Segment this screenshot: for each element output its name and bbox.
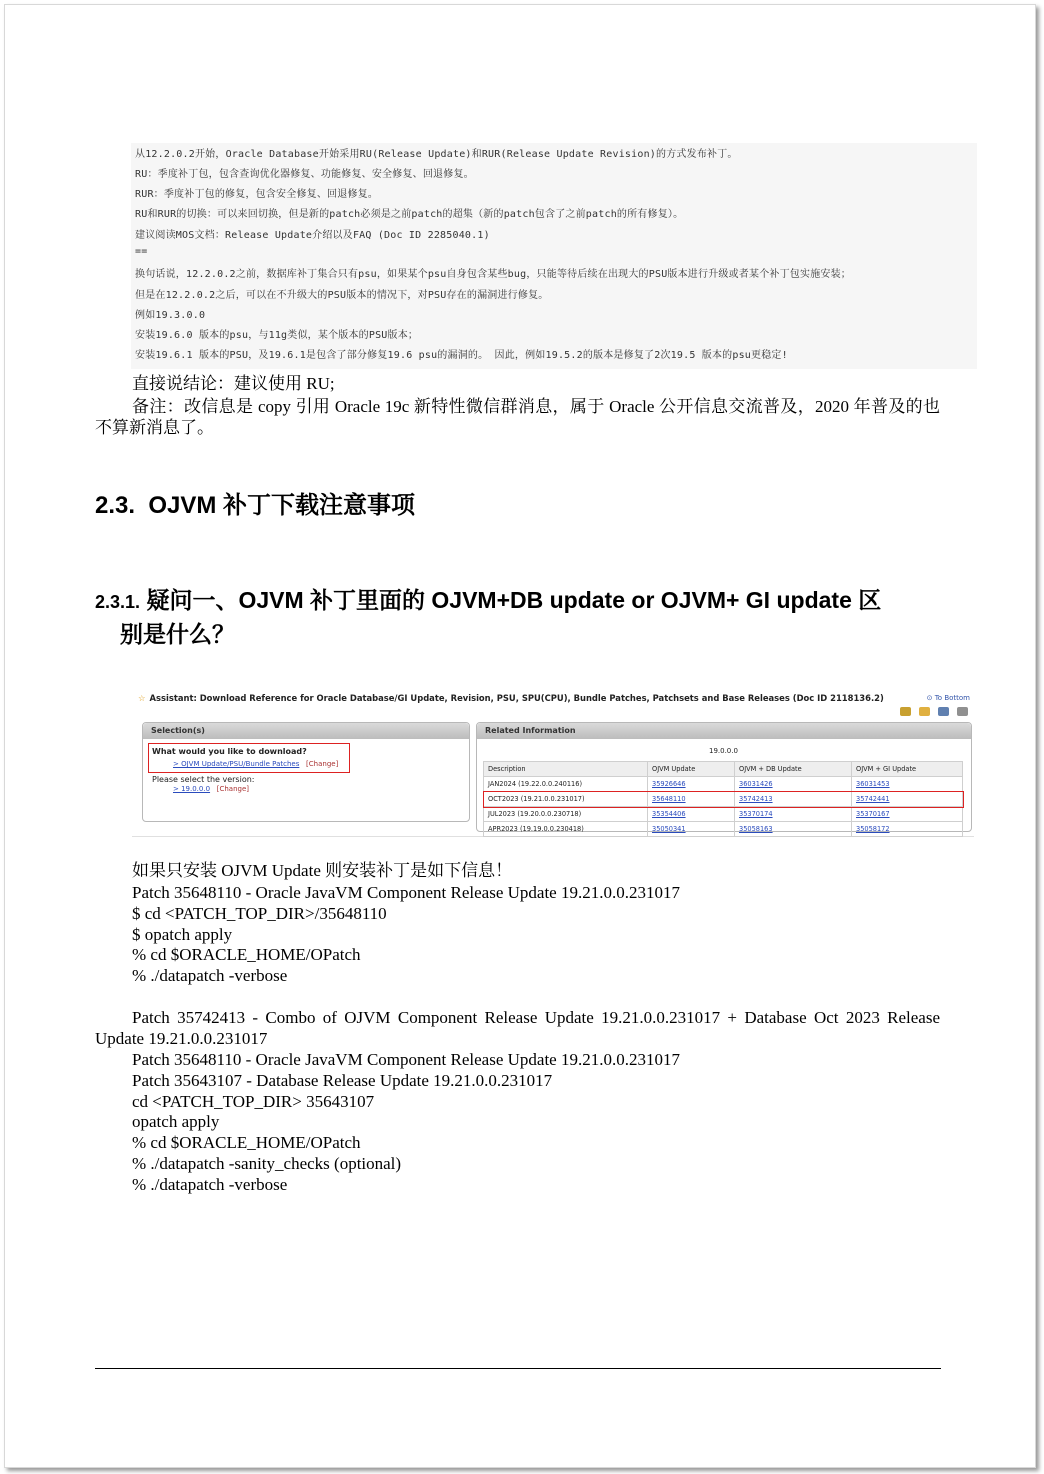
code-line: 安装19.6.1 版本的PSU，及19.6.1是包含了部分修复19.6 psu的漏洞的。 因此，例如19.5.2的版本是修复了2次19.5 版本的psu更稳定! — [135, 350, 788, 361]
subsection-title-line2: 别是什么？ — [120, 621, 235, 647]
block2-line: Patch 35643107 - Database Release Update 19.21.0.0.231017 — [132, 1071, 553, 1090]
block1-line: $ opatch apply — [132, 925, 233, 944]
block2-line: % ./datapatch -verbose — [132, 1175, 288, 1194]
mos-screenshot — [132, 688, 974, 837]
toolbar-icons — [900, 707, 968, 716]
footer-rule — [95, 1368, 941, 1369]
paragraph-note: 备注：改信息是 copy 引用 Oracle 19c 新特性微信群消息，属于 Oracle 公开信息交流普及，2020 年普及的也不算新消息了。 — [95, 397, 940, 437]
selection-header: Selection(s) — [143, 723, 469, 739]
code-line: RU：季度补丁包，包含查询优化器修复、功能修复、安全修复、回退修复。 — [135, 169, 474, 180]
paragraph-conclusion: 直接说结论：建议使用 RU; — [132, 374, 335, 393]
to-bottom-link[interactable]: ⊙ To Bottom — [926, 694, 970, 702]
change-link[interactable]: [Change] — [306, 760, 339, 768]
section-heading — [95, 485, 415, 520]
block1-line: $ cd <PATCH_TOP_DIR>/35648110 — [132, 904, 387, 923]
version-prompt: Please select the version: — [152, 775, 255, 784]
download-question: What would you like to download? — [152, 747, 307, 756]
col-ojvm-db-update: OJVM + DB Update — [735, 762, 852, 777]
related-header: Related Information — [477, 723, 971, 739]
change-version-link[interactable]: [Change] — [216, 785, 249, 793]
col-ojvm-update: OJVM Update — [648, 762, 735, 777]
block1-line: % ./datapatch -verbose — [132, 966, 288, 985]
table-row: JUL2023 (19.20.0.0.230718) 35354406 35370174 35370167 — [484, 807, 963, 822]
subsection-heading — [95, 584, 945, 650]
ojvm-choice-link[interactable]: > OJVM Update/PSU/Bundle Patches — [173, 760, 300, 768]
block2-first: Patch 35742413 - Combo of OJVM Component Release Update 19.21.0.0.231017 + Database Oct 2023 Release Update 19.21.0.0.231017 — [95, 1008, 940, 1048]
section-number: 2.3. — [95, 492, 136, 519]
star-icon: ☆ — [138, 693, 146, 703]
code-line: 例如19.3.0.0 — [135, 310, 206, 321]
code-line: RUR：季度补丁包的修复，包含安全修复、回退修复。 — [135, 189, 379, 200]
block1-line: 如果只安装 OJVM Update 则安装补丁是如下信息！ — [132, 861, 513, 880]
code-line: == — [135, 246, 148, 257]
code-line: 从12.2.0.2开始，Oracle Database开始采用RU(Release Update)和RUR(Release Update Revision)的方式发布补丁。 — [135, 149, 738, 160]
email-icon[interactable] — [919, 707, 930, 716]
block2-line: % ./datapatch -sanity_checks (optional) — [132, 1154, 402, 1173]
code-line: 安装19.6.0 版本的psu，与11g类似，某个版本的PSU版本； — [135, 330, 419, 341]
code-line: 建议阅读MOS文档：Release Update介绍以及FAQ (Doc ID 2285040.1) — [135, 230, 490, 241]
section-title: OJVM 补丁下载注意事项 — [148, 492, 416, 519]
block2-line: opatch apply — [132, 1112, 220, 1131]
block2-line: % cd $ORACLE_HOME/OPatch — [132, 1133, 361, 1152]
print-icon[interactable] — [957, 707, 968, 716]
subsection-number: 2.3.1. — [95, 592, 141, 612]
code-line: 但是在12.2.0.2之后，可以在不升级大的PSU版本的情况下，对PSU存在的漏洞进行修复。 — [135, 290, 549, 301]
block1-line: Patch 35648110 - Oracle JavaVM Component Release Update 19.21.0.0.231017 — [132, 883, 680, 902]
mos-title: ☆ Assistant: Download Reference for Oracle Database/GI Update, Revision, PSU, SPU(CPU), Bundle Patches, Patchsets and Base Releases (Doc ID 2118136.2) — [138, 693, 884, 703]
block2-line: cd <PATCH_TOP_DIR> 35643107 — [132, 1092, 375, 1111]
version-link[interactable]: > 19.0.0.0 — [173, 785, 211, 793]
code-line: 换句话说，12.2.0.2之前，数据库补丁集合只有psu，如果某个psu自身包含某些bug，只能等待后续在出现大的PSU版本进行升级或者某个补丁包实施安装； — [135, 269, 852, 280]
block2-line: Patch 35648110 - Oracle JavaVM Component Release Update 19.21.0.0.231017 — [132, 1050, 680, 1069]
edit-icon[interactable] — [938, 707, 949, 716]
code-image-block — [131, 143, 977, 369]
version-group-label: 19.0.0.0 — [709, 747, 738, 755]
col-ojvm-gi-update: OJVM + GI Update — [852, 762, 963, 777]
block1-line: % cd $ORACLE_HOME/OPatch — [132, 945, 361, 964]
bookmark-icon[interactable] — [900, 707, 911, 716]
patch-table — [483, 761, 963, 837]
selection-panel — [142, 722, 470, 822]
table-row: APR2023 (19.19.0.0.230418) 35050341 35058163 35058172 — [484, 822, 963, 837]
code-line: RU和RUR的切换：可以来回切换，但是新的patch必须是之前patch的超集（新的patch包含了之前patch的所有修复）。 — [135, 209, 684, 220]
table-row: JAN2024 (19.22.0.0.240116) 35926646 36031426 36031453 — [484, 777, 963, 792]
table-row: OCT2023 (19.21.0.0.231017) 35648110 35742413 35742441 — [484, 792, 963, 807]
related-info-panel — [476, 722, 972, 832]
col-description: Description — [484, 762, 648, 777]
subsection-title-line1: 疑问一、OJVM 补丁里面的 OJVM+DB update or OJVM+ GI update 区 — [146, 587, 882, 613]
